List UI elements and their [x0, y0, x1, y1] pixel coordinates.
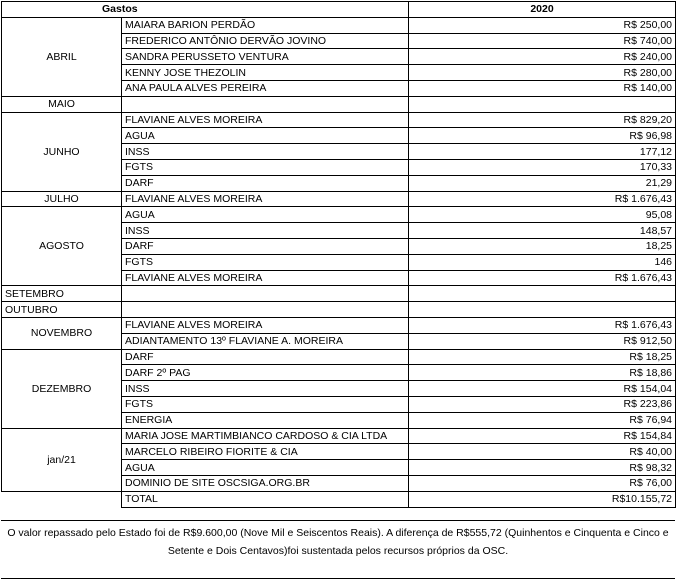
description-cell: DARF 2º PAG: [122, 365, 409, 381]
amount-cell: 18,25: [409, 238, 676, 254]
description-cell: MARCELO RIBEIRO FIORITE & CIA: [122, 444, 409, 460]
month-cell: SETEMBRO: [2, 286, 122, 302]
month-cell: AGOSTO: [2, 207, 122, 286]
amount-cell: R$ 740,00: [409, 33, 676, 49]
month-cell: JULHO: [2, 191, 122, 207]
month-cell: MAIO: [2, 96, 122, 112]
description-cell: SANDRA PERUSSETO VENTURA: [122, 49, 409, 65]
amount-cell: 177,12: [409, 144, 676, 160]
amount-cell: R$ 98,32: [409, 460, 676, 476]
amount-cell: R$ 154,84: [409, 428, 676, 444]
total-row: [2, 491, 676, 507]
table-row: [2, 112, 676, 128]
table-row: [2, 191, 676, 207]
expenses-table: [1, 1, 676, 508]
table-row: [2, 428, 676, 444]
description-cell: DARF: [122, 238, 409, 254]
amount-cell: R$ 250,00: [409, 17, 676, 33]
description-cell: FLAVIANE ALVES MOREIRA: [122, 270, 409, 286]
description-cell: FGTS: [122, 396, 409, 412]
month-cell: ABRIL: [2, 17, 122, 96]
total-empty-cell: [2, 491, 122, 507]
description-cell: [122, 286, 409, 302]
amount-cell: 95,08: [409, 207, 676, 223]
header-gastos: Gastos: [2, 2, 409, 18]
amount-cell: R$ 1.676,43: [409, 270, 676, 286]
table-row: [2, 286, 676, 302]
month-cell: JUNHO: [2, 112, 122, 191]
amount-cell: 21,29: [409, 175, 676, 191]
amount-cell: [409, 286, 676, 302]
month-cell: DEZEMBRO: [2, 349, 122, 428]
description-cell: [122, 96, 409, 112]
amount-cell: R$ 96,98: [409, 128, 676, 144]
month-cell: OUTUBRO: [2, 302, 122, 318]
amount-cell: R$ 140,00: [409, 80, 676, 96]
amount-cell: 148,57: [409, 223, 676, 239]
total-value: R$10.155,72: [409, 491, 676, 507]
description-cell: AGUA: [122, 207, 409, 223]
amount-cell: R$ 40,00: [409, 444, 676, 460]
description-cell: INSS: [122, 381, 409, 397]
month-cell: NOVEMBRO: [2, 317, 122, 349]
amount-cell: R$ 1.676,43: [409, 317, 676, 333]
description-cell: FLAVIANE ALVES MOREIRA: [122, 191, 409, 207]
description-cell: AGUA: [122, 460, 409, 476]
description-cell: DARF: [122, 175, 409, 191]
table-row: [2, 349, 676, 365]
description-cell: ANA PAULA ALVES PEREIRA: [122, 80, 409, 96]
amount-cell: R$ 829,20: [409, 112, 676, 128]
table-row: [2, 207, 676, 223]
table-row: [2, 17, 676, 33]
amount-cell: R$ 912,50: [409, 333, 676, 349]
description-cell: MARIA JOSE MARTIMBIANCO CARDOSO & CIA LTDA: [122, 428, 409, 444]
description-cell: FGTS: [122, 159, 409, 175]
description-cell: AGUA: [122, 128, 409, 144]
amount-cell: R$ 240,00: [409, 49, 676, 65]
funding-note-text: O valor repassado pelo Estado foi de R$9.600,00 (Nove Mil e Seiscentos Reais). A diferença de R$555,72 (Quinhentos e Cinquenta e Cinco e Setente e Dois Centavos)foi sustentada pelos recursos próprios da OSC.: [7, 527, 669, 557]
table-row: [2, 96, 676, 112]
amount-cell: [409, 96, 676, 112]
description-cell: FLAVIANE ALVES MOREIRA: [122, 317, 409, 333]
description-cell: ADIANTAMENTO 13º FLAVIANE A. MOREIRA: [122, 333, 409, 349]
amount-cell: R$ 154,04: [409, 381, 676, 397]
month-cell: jan/21: [2, 428, 122, 491]
header-year: 2020: [409, 2, 676, 18]
amount-cell: R$ 18,25: [409, 349, 676, 365]
amount-cell: R$ 280,00: [409, 65, 676, 81]
amount-cell: R$ 18,86: [409, 365, 676, 381]
description-cell: ENERGIA: [122, 412, 409, 428]
amount-cell: R$ 76,00: [409, 475, 676, 491]
table-row: [2, 302, 676, 318]
amount-cell: R$ 223,86: [409, 396, 676, 412]
funding-note: [1, 520, 675, 579]
description-cell: MAIARA BARION PERDÃO: [122, 17, 409, 33]
amount-cell: [409, 302, 676, 318]
description-cell: KENNY JOSE THEZOLIN: [122, 65, 409, 81]
total-label: TOTAL: [122, 491, 409, 507]
description-cell: DOMINIO DE SITE OSCSIGA.ORG.BR: [122, 475, 409, 491]
description-cell: INSS: [122, 223, 409, 239]
description-cell: [122, 302, 409, 318]
amount-cell: 170,33: [409, 159, 676, 175]
table-header-row: [2, 2, 676, 18]
amount-cell: 146: [409, 254, 676, 270]
description-cell: FREDERICO ANTÔNIO DERVÃO JOVINO: [122, 33, 409, 49]
amount-cell: R$ 76,94: [409, 412, 676, 428]
description-cell: INSS: [122, 144, 409, 160]
table-row: [2, 317, 676, 333]
amount-cell: R$ 1.676,43: [409, 191, 676, 207]
description-cell: DARF: [122, 349, 409, 365]
description-cell: FLAVIANE ALVES MOREIRA: [122, 112, 409, 128]
description-cell: FGTS: [122, 254, 409, 270]
